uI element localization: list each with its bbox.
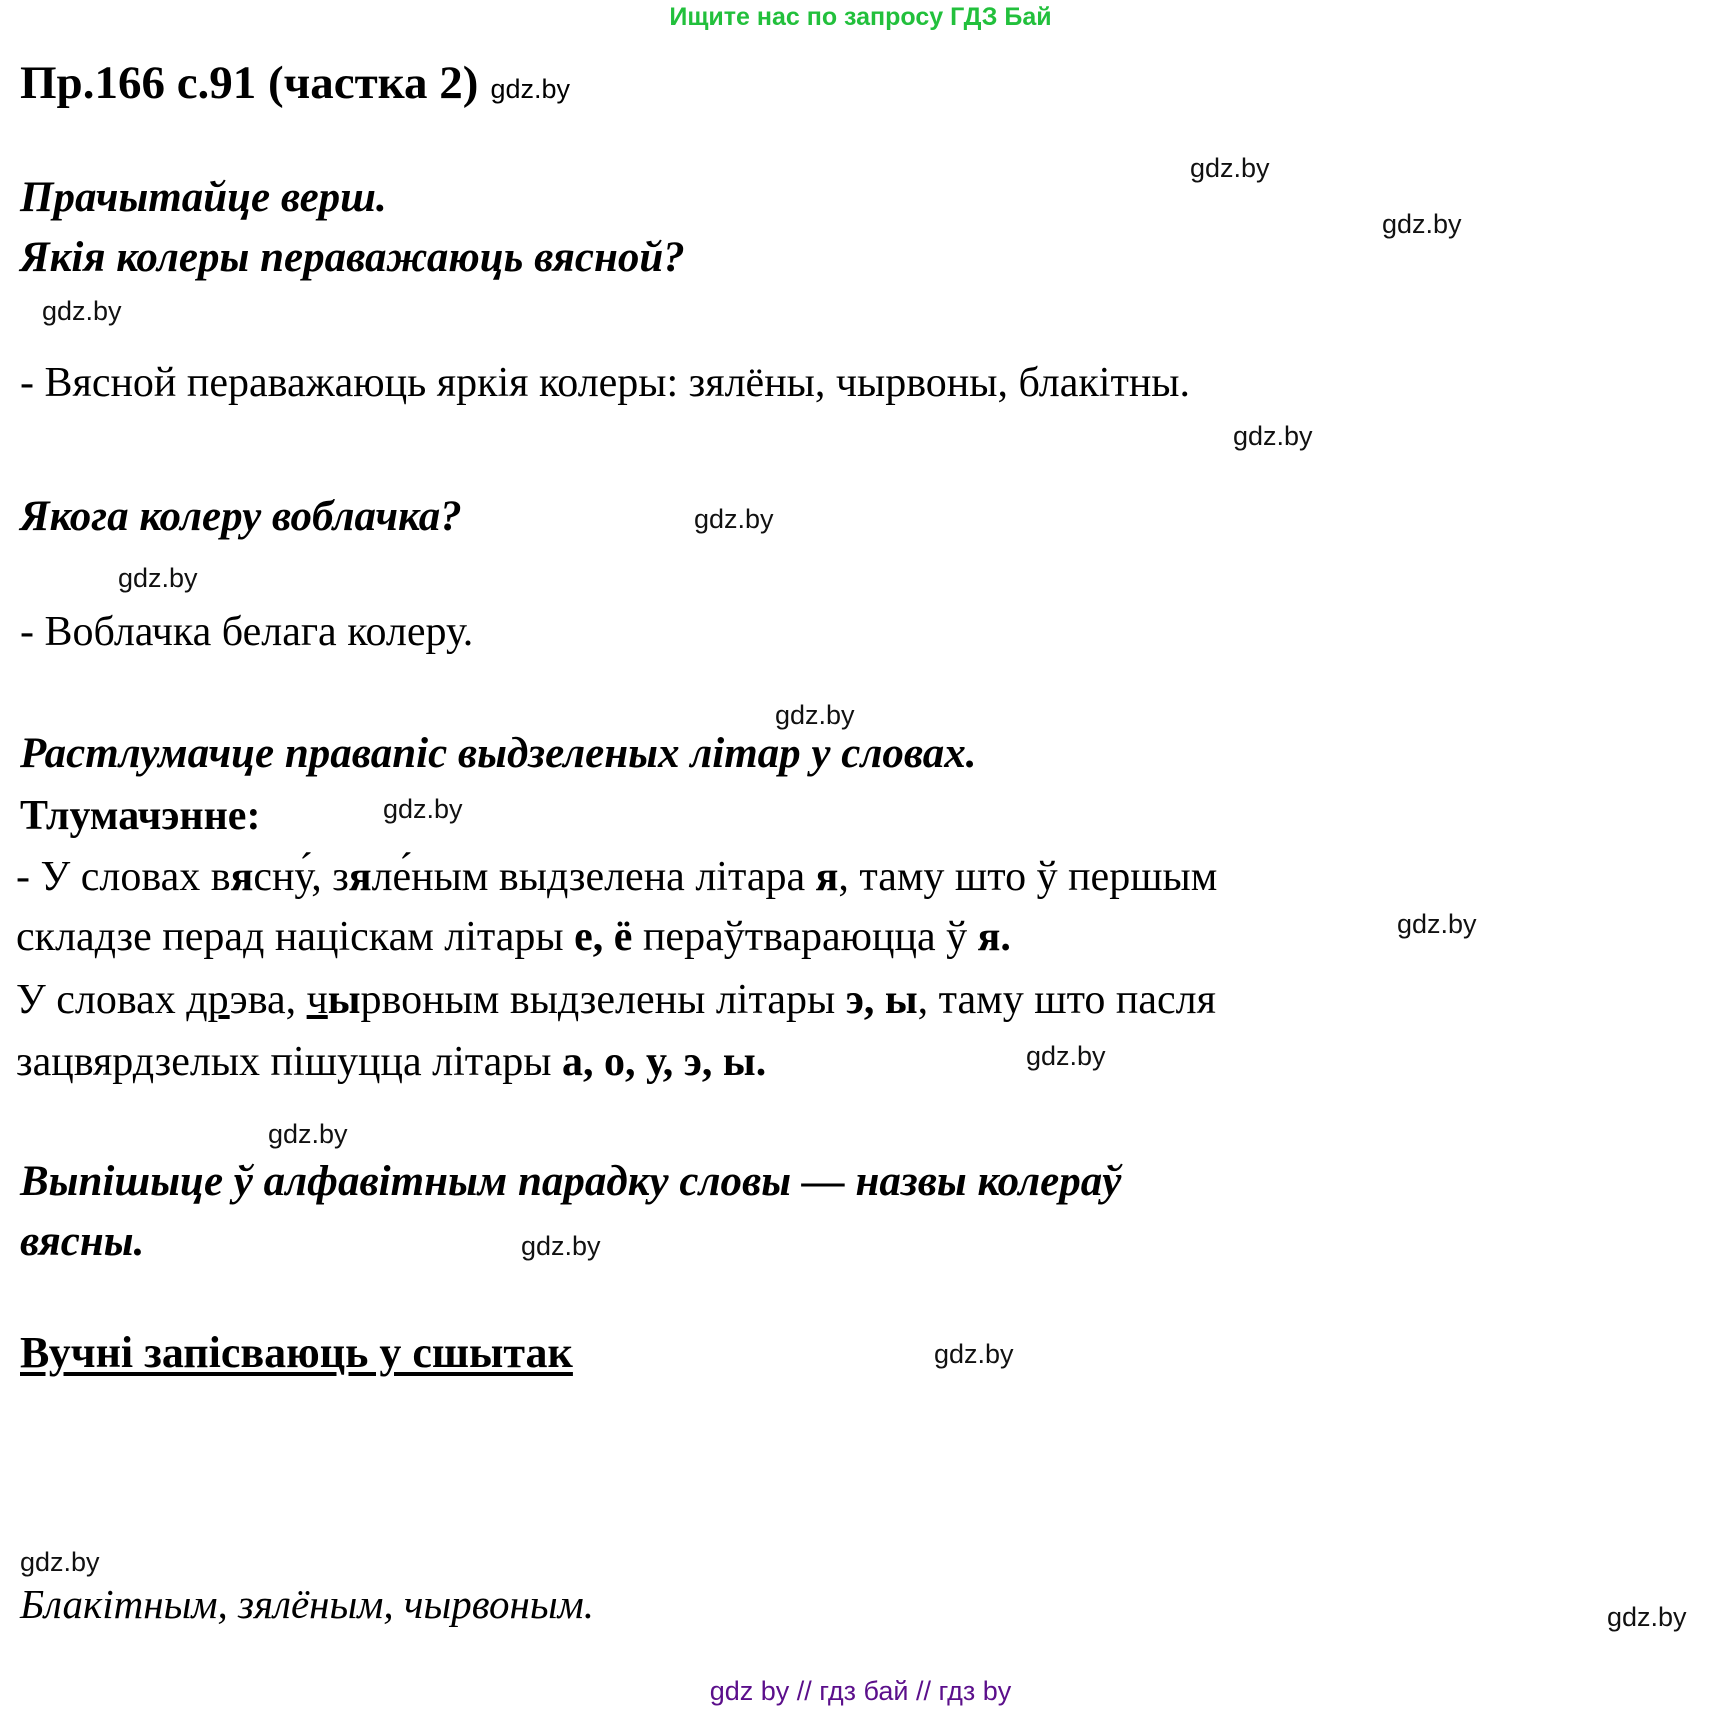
exp-bold-ya-3: я. (977, 914, 1011, 960)
watermark: gdz.by (1190, 153, 1270, 183)
watermark: gdz.by (1382, 209, 1462, 239)
note-heading-students-write: Вучні запісваюць у сшытак (20, 1328, 573, 1377)
watermark: gdz.by (118, 563, 198, 593)
promo-banner: Ищите нас по запросу ГДЗ Бай (669, 3, 1052, 31)
question-cloud-color: Якога колеру воблачка? (20, 493, 462, 540)
exp-bold-y: ы (327, 977, 361, 1023)
explanation-line-1 (16, 845, 1217, 909)
exp-seg-5: складзе перад націскам літары (16, 914, 575, 960)
exp-seg-7: У словах д (16, 977, 208, 1023)
watermark: gdz.by (42, 296, 122, 326)
question-alphabetical-order-line1: Выпішыце ў алфавітным парадку словы — назвы колераў (20, 1158, 1122, 1205)
watermark: gdz.by (1233, 421, 1313, 451)
exp-seg-11: зацвярдзелых пішуцца літары (16, 1039, 562, 1085)
final-answer: Блакітным, зялёным, чырвоным. (20, 1581, 595, 1627)
watermark: gdz.by (1607, 1602, 1687, 1632)
watermark: gdz.by (934, 1339, 1014, 1369)
exp-bold-e-y: э, ы (845, 977, 918, 1023)
watermark: gdz.by (694, 504, 774, 534)
watermark: gdz.by (383, 794, 463, 824)
page-title (20, 55, 570, 117)
exp-bold-ya-2: я (348, 854, 372, 900)
watermark: gdz.by (268, 1119, 348, 1149)
answer-colors: - Вясной пераважаюць яркія колеры: зялёны, чырвоны, блакітны. (20, 360, 1191, 406)
explanation-line-3 (16, 968, 1216, 1032)
explanation-line-2 (16, 905, 1011, 969)
exp-underline-r: р (207, 977, 230, 1023)
exp-seg-10: , таму што пасля (917, 977, 1216, 1023)
exp-bold-ya-1: я (230, 854, 254, 900)
exp-seg-1: - У словах в (16, 854, 231, 900)
exp-bold-letter-ya: я (815, 854, 839, 900)
watermark: gdz.by (1026, 1041, 1106, 1071)
exp-seg-9: рвоным выдзелены літары (360, 977, 846, 1023)
exp-seg-2: сну́, з (253, 854, 349, 900)
watermark: gdz.by (1397, 909, 1477, 939)
exp-seg-4: , таму што ў першым (838, 854, 1218, 900)
exp-underline-ch: ч (306, 977, 328, 1023)
watermark: gdz.by (775, 700, 855, 730)
footer-links: gdz by // гдз бай // гдз by (709, 1676, 1012, 1706)
question-alphabetical-order-line2: вясны. (20, 1218, 145, 1265)
explanation-line-4 (16, 1030, 766, 1094)
answer-cloud-color: - Воблачка белага колеру. (20, 609, 474, 655)
exp-bold-vowels: а, о, у, э, ы. (561, 1039, 767, 1085)
exp-seg-8: эва, (229, 977, 307, 1023)
watermark: gdz.by (521, 1231, 601, 1261)
question-explain-spelling: Растлумачце правапіс выдзеленых літар у словах. (20, 730, 977, 777)
explanation-label: Тлумачэнне: (20, 793, 261, 839)
exp-bold-yo: ё (613, 914, 633, 960)
watermark: gdz.by (20, 1547, 100, 1577)
page-title-text: Пр.166 с.91 (частка 2) (20, 57, 479, 109)
watermark-inline: gdz.by (490, 74, 570, 104)
exp-bold-e: е, (574, 914, 604, 960)
question-read-poem: Прачытайце верш. (20, 174, 387, 221)
exp-seg-3: ле́ным выдзелена літара (371, 854, 816, 900)
exp-seg-6: пераўтвараюцца ў (632, 914, 978, 960)
question-which-colors: Якія колеры пераважаюць вясной? (20, 234, 685, 281)
